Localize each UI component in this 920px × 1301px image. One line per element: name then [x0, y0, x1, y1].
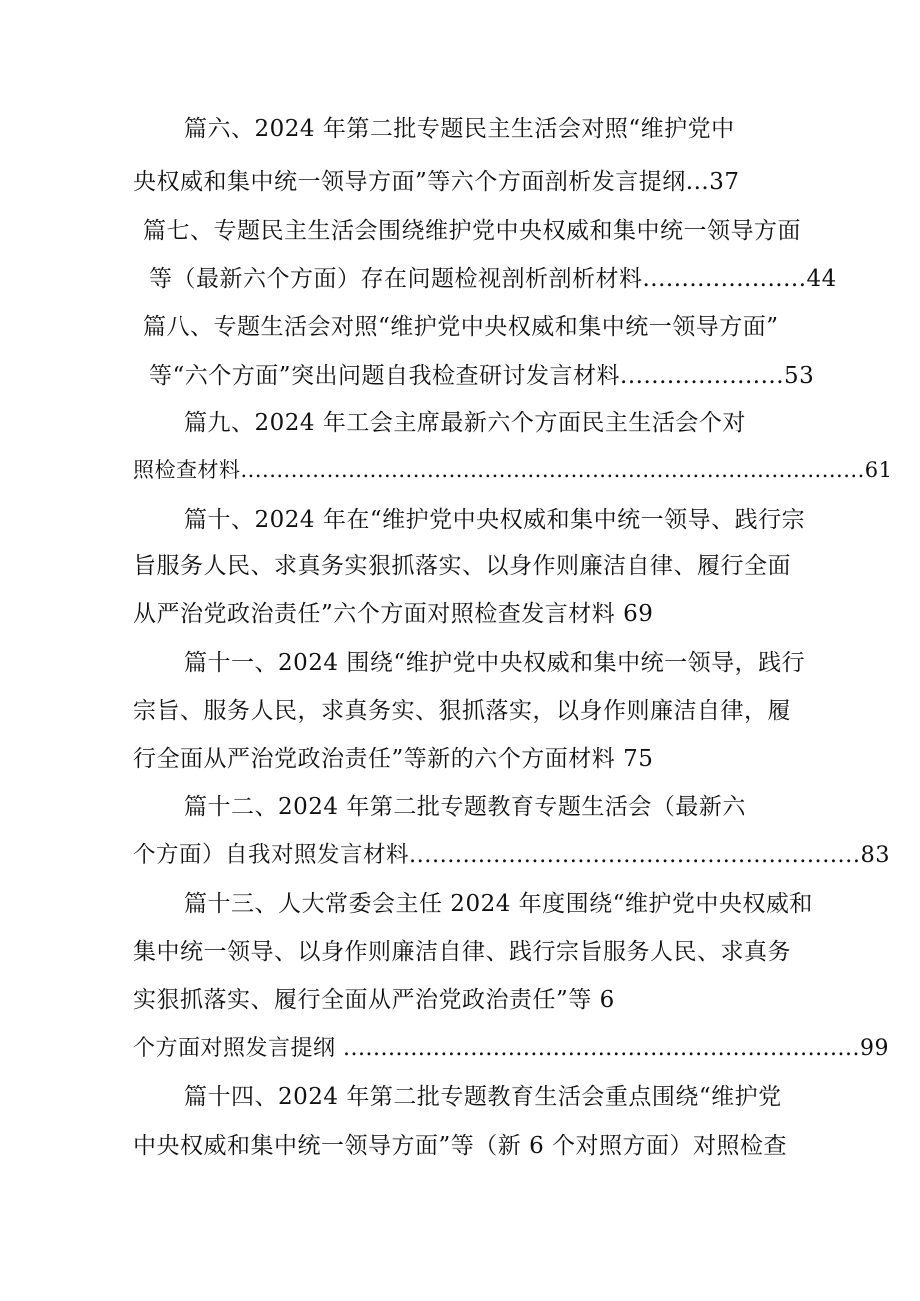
toc-entry-13-line-4[interactable]: 个方面对照发言提纲 .....................................................................99 — [133, 1036, 890, 1061]
toc-entry-10-line-1[interactable]: 篇十、2024 年在“维护党中央权威和集中统一领导、践行宗 — [184, 507, 806, 533]
toc-entry-9-line-2[interactable]: 照检查材料.......................................................................................61 — [133, 458, 893, 482]
toc-entry-13-line-1[interactable]: 篇十三、人大常委会主任 2024 年度围绕“维护党中央权威和 — [184, 891, 813, 917]
toc-entry-11-line-2[interactable]: 宗旨、服务人民，求真务实、狠抓落实，以身作则廉洁自律，履 — [133, 698, 791, 724]
toc-entry-14-line-1[interactable]: 篇十四、2024 年第二批专题教育生活会重点围绕“维护党 — [184, 1084, 782, 1110]
toc-entry-10-line-2[interactable]: 旨服务人民、求真务实狠抓落实、以身作则廉洁自律、履行全面 — [133, 553, 791, 579]
toc-entry-14-line-2[interactable]: 中央权威和集中统一领导方面”等（新 6 个对照方面）对照检查 — [133, 1133, 788, 1159]
toc-entry-12-line-1[interactable]: 篇十二、2024 年第二批专题教育专题生活会（最新六 — [184, 794, 746, 820]
toc-entry-13-line-3[interactable]: 实狠抓落实、履行全面从严治党政治责任”等 6 — [133, 987, 615, 1013]
toc-entry-8-line-1[interactable]: 篇八、专题生活会对照“维护党中央权威和集中统一领导方面” — [143, 314, 779, 340]
toc-entry-7-line-2[interactable]: 等（最新六个方面）存在问题检视剖析剖析材料.....................44 — [149, 266, 837, 292]
toc-entry-8-line-2[interactable]: 等“六个方面”突出问题自我检查研讨发言材料.....................53 — [149, 363, 815, 389]
toc-entry-6-line-2[interactable]: 央权威和集中统一领导方面”等六个方面剖析发言提纲...37 — [133, 169, 740, 195]
toc-entry-11-line-1[interactable]: 篇十一、2024 围绕“维护党中央权威和集中统一领导，践行 — [184, 650, 806, 676]
toc-entry-12-line-2[interactable]: 个方面）自我对照发言材料...........................................................83 — [133, 842, 891, 868]
toc-entry-7-line-1[interactable]: 篇七、专题民主生活会围绕维护党中央权威和集中统一领导方面 — [143, 218, 801, 244]
toc-entry-9-line-1[interactable]: 篇九、2024 年工会主席最新六个方面民主生活会个对 — [184, 410, 746, 436]
toc-entry-13-line-2[interactable]: 集中统一领导、以身作则廉洁自律、践行宗旨服务人民、求真务 — [133, 939, 791, 965]
toc-entry-11-line-3[interactable]: 行全面从严治党政治责任”等新的六个方面材料 75 — [133, 746, 654, 772]
toc-entry-10-line-3[interactable]: 从严治党政治责任”六个方面对照检查发言材料 69 — [133, 601, 654, 627]
toc-entry-6-line-1[interactable]: 篇六、2024 年第二批专题民主生活会对照“维护党中 — [184, 116, 735, 142]
